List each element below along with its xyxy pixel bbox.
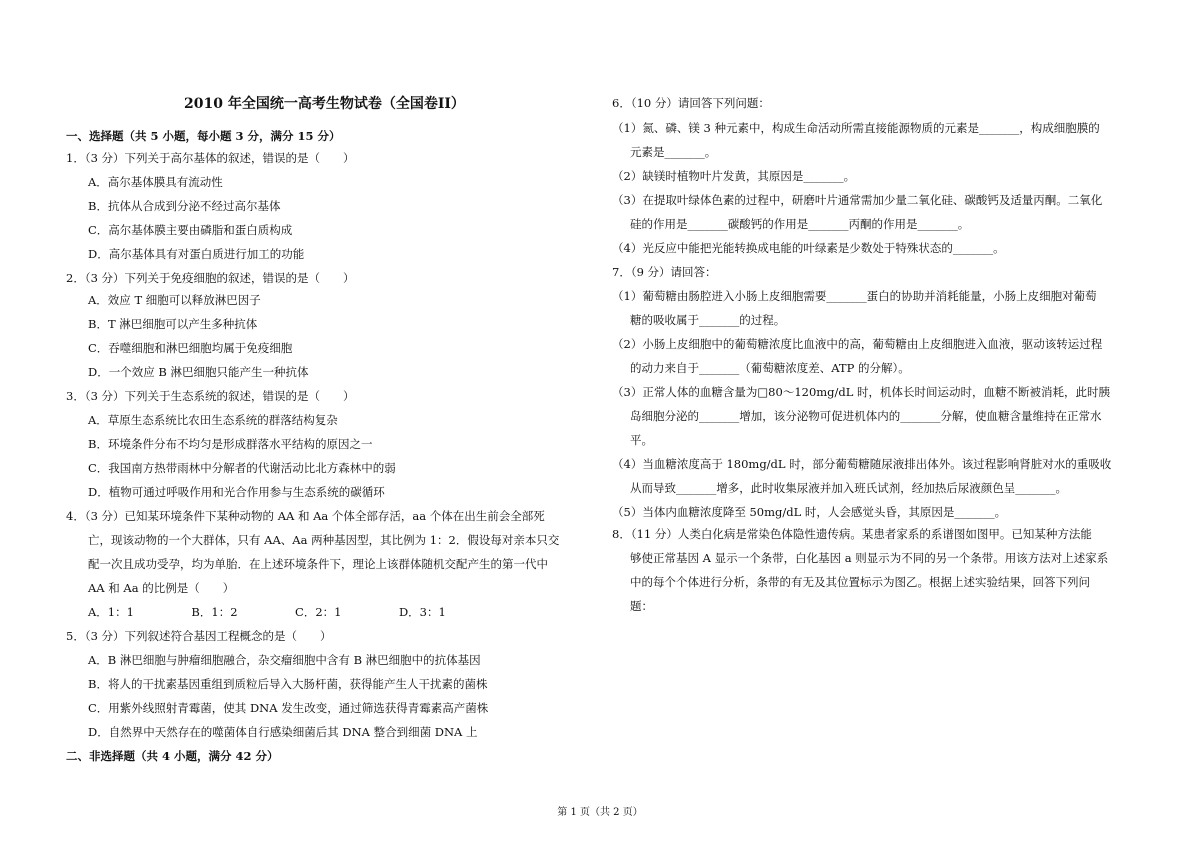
text-line: 元素是_______。 <box>630 145 717 159</box>
text-line: 糖的吸收属于_______的过程。 <box>630 313 786 327</box>
text-line: 从而导致_______增多，此时收集尿液并加入班氏试剂，经加热后尿液颜色呈_______。 <box>630 481 1067 495</box>
text-line: （2）缺镁时植物叶片发黄，其原因是_______。 <box>612 169 856 183</box>
section-heading: 二、非选择题（共 4 小题，满分 42 分） <box>66 749 279 763</box>
text-line: 硅的作用是_______碳酸钙的作用是_______丙酮的作用是_______。 <box>630 217 970 231</box>
text-line: （5）当体内血糖浓度降至 50mg/dL 时，人会感觉头昏，其原因是_______。 <box>612 505 1007 519</box>
text-line: 题： <box>630 599 653 613</box>
text-line: B．抗体从合成到分泌不经过高尔基体 <box>88 199 281 213</box>
text-line: 平。 <box>630 433 653 447</box>
text-line: 中的每个个体进行分析，条带的有无及其位置标示为图乙。根据上述实验结果，回答下列问 <box>630 575 1090 589</box>
text-line: 5．（3 分）下列叙述符合基因工程概念的是（ ） <box>66 629 332 643</box>
text-line: （1）氮、磷、镁 3 种元素中，构成生命活动所需直接能源物质的元素是_______，构成细胞膜的 <box>612 121 1100 135</box>
text-line: D．一个效应 B 淋巴细胞只能产生一种抗体 <box>88 365 309 379</box>
text-line: 的动力来自于_______（葡萄糖浓度差、ATP 的分解）。 <box>630 361 910 375</box>
text-line: 2．（3 分）下列关于免疫细胞的叙述，错误的是（ ） <box>66 271 355 285</box>
text-line: B．环境条件分布不均匀是形成群落水平结构的原因之一 <box>88 437 373 451</box>
text-line: 亡，现该动物的一个大群体，只有 AA、Aa 两种基因型，其比例为 1：2．假设每对亲本只交 <box>88 533 560 547</box>
text-line: 8．（11 分）人类白化病是常染色体隐性遗传病。某患者家系的系谱图如图甲。已知某种方法能 <box>612 527 1092 541</box>
text-line: 7．（9 分）请回答： <box>612 265 717 279</box>
page-title: 2010 年全国统一高考生物试卷（全国卷II） <box>184 96 465 112</box>
text-line: 6．（10 分）请回答下列问题： <box>612 96 770 110</box>
text-line: （4）光反应中能把光能转换成电能的叶绿素是少数处于特殊状态的_______。 <box>612 241 1005 255</box>
text-line: C．我国南方热带雨林中分解者的代谢活动比北方森林中的弱 <box>88 461 396 475</box>
page-footer: 第 1 页（共 2 页） <box>557 807 643 818</box>
text-line: B．T 淋巴细胞可以产生多种抗体 <box>88 317 258 331</box>
text-line: （3）在提取叶绿体色素的过程中，研磨叶片通常需加少量二氧化硅、碳酸钙及适量丙酮。二氧化 <box>612 193 1103 207</box>
text-line: AA 和 Aa 的比例是（ ） <box>88 581 235 595</box>
text-line: A．高尔基体膜具有流动性 <box>88 175 223 189</box>
text-line: （1）葡萄糖由肠腔进入小肠上皮细胞需要_______蛋白的协助并消耗能量，小肠上皮细胞对葡萄 <box>612 289 1097 303</box>
text-line: D．高尔基体具有对蛋白质进行加工的功能 <box>88 247 305 261</box>
text-line: C．用紫外线照射青霉菌，使其 DNA 发生改变，通过筛选获得青霉素高产菌株 <box>88 701 489 715</box>
section-heading: 一、选择题（共 5 小题，每小题 3 分，满分 15 分） <box>66 129 341 143</box>
text-line: 3．（3 分）下列关于生态系统的叙述，错误的是（ ） <box>66 389 355 403</box>
text-line: 1．（3 分）下列关于高尔基体的叙述，错误的是（ ） <box>66 151 355 165</box>
text-line: D．自然界中天然存在的噬菌体自行感染细菌后其 DNA 整合到细菌 DNA 上 <box>88 725 478 739</box>
text-line: 4．（3 分）已知某环境条件下某种动物的 AA 和 Aa 个体全部存活，aa 个体在出生前会全部死 <box>66 509 545 523</box>
text-line: C．高尔基体膜主要由磷脂和蛋白质构成 <box>88 223 293 237</box>
text-line: B．将人的干扰素基因重组到质粒后导入大肠杆菌，获得能产生人干扰素的菌株 <box>88 677 488 691</box>
text-line: A．B 淋巴细胞与肿瘤细胞融合，杂交瘤细胞中含有 B 淋巴细胞中的抗体基因 <box>88 653 481 667</box>
text-line: 岛细胞分泌的_______增加，该分泌物可促进机体内的_______分解，使血糖含量维持在正常水 <box>630 409 1102 423</box>
text-line: C．吞噬细胞和淋巴细胞均属于免疫细胞 <box>88 341 293 355</box>
text-line: 够使正常基因 A 显示一个条带，白化基因 a 则显示为不同的另一个条带。用该方法对上述家系 <box>630 551 1109 565</box>
text-line: 配一次且成功受孕，均为单胎．在上述环境条件下，理论上该群体随机交配产生的第一代中 <box>88 557 548 571</box>
text-line: A．草原生态系统比农田生态系统的群落结构复杂 <box>88 413 338 427</box>
text-line: （3）正常人体的血糖含量为□80～120mg/dL 时，机体长时间运动时，血糖不断被消耗，此时胰 <box>612 385 1111 399</box>
text-line: （2）小肠上皮细胞中的葡萄糖浓度比血液中的高，葡萄糖由上皮细胞进入血液，驱动该转运过程 <box>612 337 1103 351</box>
text-line: A．1：1 B．1：2 C．2：1 D．3：1 <box>88 605 446 619</box>
text-line: A．效应 T 细胞可以释放淋巴因子 <box>88 293 261 307</box>
text-line: （4）当血糖浓度高于 180mg/dL 时，部分葡萄糖随尿液排出体外。该过程影响肾脏对水的重吸收 <box>612 457 1112 471</box>
text-line: D．植物可通过呼吸作用和光合作用参与生态系统的碳循环 <box>88 485 385 499</box>
